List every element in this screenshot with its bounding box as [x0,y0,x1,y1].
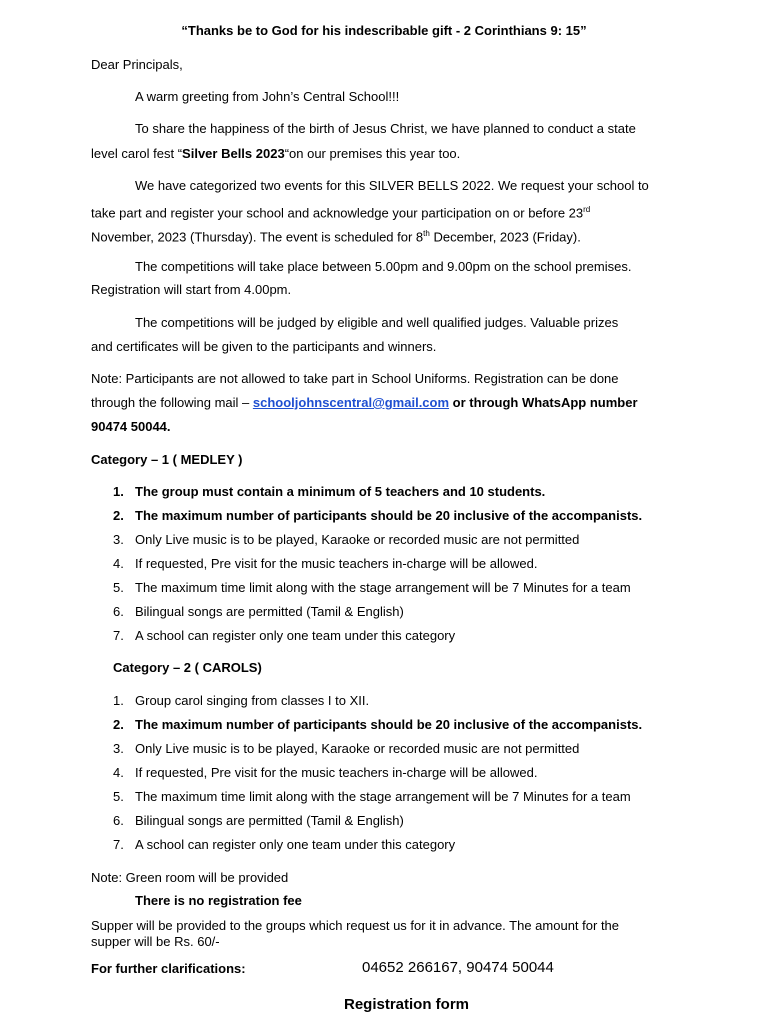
note-line-3: 90474 50044. [91,419,171,434]
note-line-1: Note: Participants are not allowed to take part in School Uniforms. Registration can be done [91,371,619,386]
greeting-paragraph: A warm greeting from John’s Central School!!! [135,89,400,104]
paragraph-2-line-2: level carol fest “Silver Bells 2023“on our premises this year too. [91,146,461,161]
paragraph-3-line-3: November, 2023 (Thursday). The event is scheduled for 8th December, 2023 (Friday). [91,229,581,245]
list-item [113,580,631,596]
list-item-text: Bilingual songs are permitted (Tamil & English) [135,604,404,619]
list-item-number: 3. [113,532,124,547]
list-item-number: 1. [113,484,124,499]
list-item [113,789,631,805]
list-item-number: 1. [113,693,124,708]
list-item-text: The maximum number of participants should be 20 inclusive of the accompanists. [135,717,643,732]
paragraph-5-line-2: and certificates will be given to the participants and winners. [91,339,437,354]
paragraph-2-line-1: To share the happiness of the birth of Jesus Christ, we have planned to conduct a state [135,121,636,136]
list-item-text: Bilingual songs are permitted (Tamil & English) [135,813,404,828]
list-item-text: Only Live music is to be played, Karaoke or recorded music are not permitted [135,532,580,547]
list-item [113,717,642,733]
clarifications-label: For further clarifications: [91,961,246,976]
list-item-text: A school can register only one team under this category [135,837,456,852]
list-item [113,813,404,829]
list-item-number: 3. [113,741,124,756]
paragraph-4-line-1: The competitions will take place between 5.00pm and 9.00pm on the school premises. [135,259,632,274]
list-item-number: 5. [113,580,124,595]
list-item [113,508,642,524]
note-line-2: through the following mail – schooljohnscentral@gmail.com or through WhatsApp number [91,395,638,410]
list-item-text: The maximum number of participants should be 20 inclusive of the accompanists. [135,508,643,523]
whatsapp-number: 90474 50044 [91,419,167,434]
list-item-text: A school can register only one team under this category [135,628,456,643]
registration-form-title: Registration form [343,996,469,1013]
supper-line-2: supper will be Rs. 60/- [91,934,220,949]
list-item-text: If requested, Pre visit for the music teachers in-charge will be allowed. [135,556,538,571]
list-item-number: 6. [113,604,124,619]
list-item-number: 4. [113,556,124,571]
list-item-text: Group carol singing from classes I to XII. [135,693,370,708]
list-item-number: 7. [113,628,124,643]
paragraph-5-line-1: The competitions will be judged by eligible and well qualified judges. Valuable prizes [135,315,619,330]
note-2-line-1: Note: Green room will be provided [91,870,289,885]
list-item-number: 5. [113,789,124,804]
verse-heading: “Thanks be to God for his indescribable gift - 2 Corinthians 9: 15” [181,23,587,38]
event-name: Silver Bells 2023 [182,146,285,161]
list-item [113,741,579,757]
no-registration-fee: There is no registration fee [135,893,302,908]
paragraph-3-line-2: take part and register your school and acknowledge your participation on or before 23rd [91,205,591,221]
list-item [113,628,455,644]
list-item [113,765,537,781]
list-item-text: If requested, Pre visit for the music teachers in-charge will be allowed. [135,765,538,780]
paragraph-3-line-1: We have categorized two events for this SILVER BELLS 2022. We request your school to [135,178,649,193]
list-item-text: The maximum time limit along with the stage arrangement will be 7 Minutes for a team [135,580,631,595]
category-2-title: Category – 2 ( CAROLS) [113,660,262,675]
salutation: Dear Principals, [91,57,183,72]
category-1-title: Category – 1 ( MEDLEY ) [91,452,243,467]
list-item [113,837,455,853]
list-item-number: 6. [113,813,124,828]
list-item [113,532,579,548]
paragraph-4-line-2: Registration will start from 4.00pm. [91,282,292,297]
email-link[interactable]: schooljohnscentral@gmail.com [252,395,450,410]
supper-line-1: Supper will be provided to the groups which request us for it in advance. The amount for the [91,918,620,933]
list-item-number: 4. [113,765,124,780]
list-item [113,604,404,620]
list-item [113,556,537,572]
list-item-number: 7. [113,837,124,852]
list-item [113,693,369,709]
list-item [113,484,545,500]
list-item-text: The group must contain a minimum of 5 teachers and 10 students. [135,484,546,499]
list-item-number: 2. [113,508,124,523]
list-item-text: Only Live music is to be played, Karaoke or recorded music are not permitted [135,741,580,756]
contact-phones: 04652 266167, 90474 50044 [362,959,554,976]
list-item-text: The maximum time limit along with the stage arrangement will be 7 Minutes for a team [135,789,631,804]
list-item-number: 2. [113,717,124,732]
